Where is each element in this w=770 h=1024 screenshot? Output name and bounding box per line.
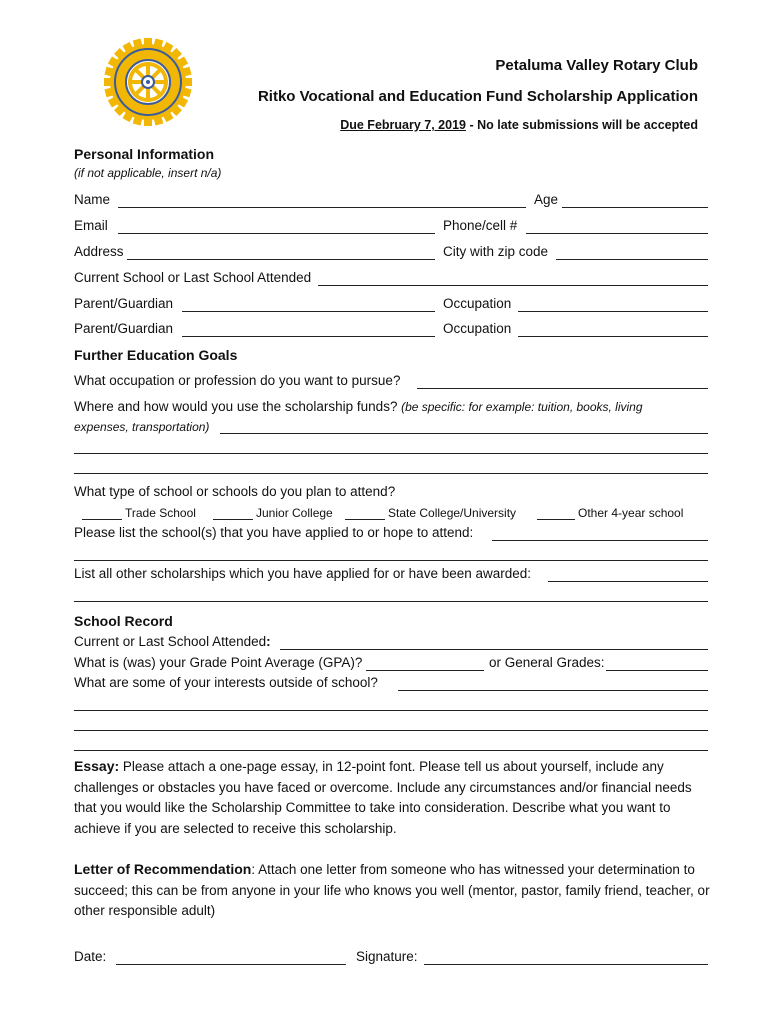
interests-field-4[interactable] <box>74 750 708 751</box>
gpa-label: What is (was) your Grade Point Average (GPA)? <box>74 655 363 670</box>
address-field[interactable] <box>127 259 435 260</box>
phone-field[interactable] <box>526 233 708 234</box>
city-field[interactable] <box>556 259 708 260</box>
general-grades-field[interactable] <box>606 670 708 671</box>
rotary-wheel-icon <box>104 38 192 126</box>
other-school-check[interactable] <box>537 519 575 520</box>
gpa-field[interactable] <box>366 670 484 671</box>
interests-label: What are some of your interests outside of school? <box>74 675 378 690</box>
state-college-label: State College/University <box>388 506 517 520</box>
rotary-logo <box>104 38 192 126</box>
funds-answer-field-3[interactable] <box>74 473 708 474</box>
last-school-colon: : <box>266 634 271 649</box>
letter-title: Letter of Recommendation <box>74 861 252 877</box>
state-college-check[interactable] <box>345 519 385 520</box>
form-title: Ritko Vocational and Education Fund Scholarship Application <box>257 88 698 105</box>
school-type-question: What type of school or schools do you plan to attend? <box>74 484 396 499</box>
city-label: City with zip code <box>443 244 549 259</box>
trade-school-check[interactable] <box>82 519 122 520</box>
essay-paragraph <box>74 756 714 839</box>
name-field[interactable] <box>118 207 526 208</box>
parent1-field[interactable] <box>182 311 435 312</box>
date-label: Date: <box>74 949 107 964</box>
occupation-answer-field[interactable] <box>417 388 708 389</box>
occupation2-label: Occupation <box>443 321 512 336</box>
occupation2-field[interactable] <box>518 336 708 337</box>
trade-school-label: Trade School <box>125 506 196 520</box>
name-label: Name <box>74 192 111 207</box>
address-label: Address <box>74 244 124 259</box>
due-note: - No late submissions will be accepted <box>465 118 698 132</box>
phone-label: Phone/cell # <box>443 218 518 233</box>
general-grades-label: or General Grades: <box>489 655 605 670</box>
funds-answer-field-2[interactable] <box>74 453 708 454</box>
interests-field-1[interactable] <box>398 690 708 691</box>
applied-schools-field-2[interactable] <box>74 560 708 561</box>
current-school-label: Current School or Last School Attended <box>74 270 312 285</box>
last-school-text: Current or Last School Attended <box>74 634 267 649</box>
interests-field-2[interactable] <box>74 710 708 711</box>
record-heading: School Record <box>74 613 173 629</box>
club-name: Petaluma Valley Rotary Club <box>495 57 698 74</box>
scholarships-question: List all other scholarships which you have applied for or have been awarded: <box>74 566 532 581</box>
signature-field[interactable] <box>424 964 708 965</box>
parent1-label: Parent/Guardian <box>74 296 174 311</box>
occupation1-label: Occupation <box>443 296 512 311</box>
date-field[interactable] <box>116 964 346 965</box>
junior-college-label: Junior College <box>256 506 333 520</box>
signature-label: Signature: <box>356 949 418 964</box>
letter-paragraph <box>74 859 714 922</box>
personal-note: (if not applicable, insert n/a) <box>74 166 222 180</box>
essay-body: Please attach a one-page essay, in 12-point font. Please tell us about yourself, include any challenges or obstacles you have faced or overcome. Include any circumstances and/or financial needs that you would like the Scholarship Committee to take into consideration. Describe what you want to achieve if you are selected to receive this scholarship. <box>74 759 692 836</box>
current-school-field[interactable] <box>318 285 708 286</box>
occupation-question: What occupation or profession do you want to pursue? <box>74 373 401 388</box>
funds-question-text: Where and how would you use the scholarship funds? <box>74 399 398 414</box>
email-label: Email <box>74 218 108 233</box>
junior-college-check[interactable] <box>213 519 253 520</box>
other-school-label: Other 4-year school <box>578 506 684 520</box>
personal-heading: Personal Information <box>74 146 215 162</box>
age-label: Age <box>534 192 559 207</box>
parent2-field[interactable] <box>182 336 435 337</box>
letter-body: : Attach one letter from someone who has witnessed your determination to succeed; this can be from anyone in your life who knows you well (mentor, pastor, family friend, teacher, or other responsible adult) <box>74 862 710 918</box>
applied-schools-question: Please list the school(s) that you have applied to or hope to attend: <box>74 525 474 540</box>
email-field[interactable] <box>118 233 435 234</box>
due-line <box>340 118 698 132</box>
scholarships-field-1[interactable] <box>548 581 708 582</box>
essay-title: Essay: <box>74 758 120 774</box>
last-school-field[interactable] <box>280 649 708 650</box>
funds-question-hint: (be specific: for example: tuition, books, living <box>401 400 643 414</box>
funds-question <box>74 399 643 414</box>
scholarships-field-2[interactable] <box>74 601 708 602</box>
funds-answer-field-1[interactable] <box>220 433 708 434</box>
age-field[interactable] <box>562 207 708 208</box>
funds-question-hint2: expenses, transportation) <box>74 420 210 434</box>
interests-field-3[interactable] <box>74 730 708 731</box>
applied-schools-field-1[interactable] <box>492 540 708 541</box>
education-heading: Further Education Goals <box>74 347 238 363</box>
occupation1-field[interactable] <box>518 311 708 312</box>
last-school-label <box>74 634 271 649</box>
due-date: Due February 7, 2019 <box>340 118 466 132</box>
parent2-label: Parent/Guardian <box>74 321 174 336</box>
